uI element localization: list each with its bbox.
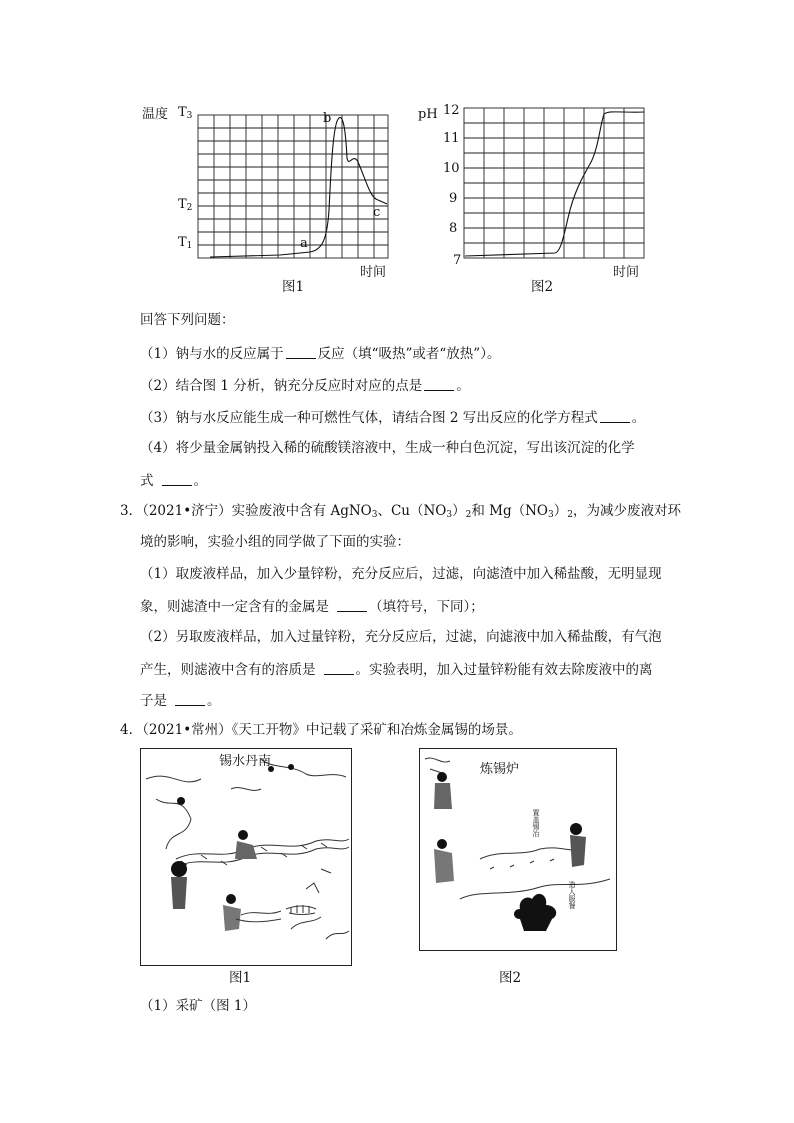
figure2-tick-7: 7 [453,253,462,268]
answer-blank[interactable] [600,410,630,423]
figure2-tick-11: 11 [443,131,460,146]
q2-sub4-line2: 式 。 [140,473,207,489]
figure2-ylabel: pH [418,107,438,122]
q2-sub4-line1: （4）将少量金属钠投入稀的硫酸镁溶液中，生成一种白色沉淀，写出该沉淀的化学 [140,440,635,456]
answer-blank[interactable] [162,473,192,486]
smelting-illustration-title: 炼锡炉 [480,762,520,777]
q3-line2: 境的影响，实验小组的同学做了下面的实验： [140,534,410,550]
figure2-xlabel: 时间 [613,265,640,280]
q3-sub2-line2: 产生，则滤液中含有的溶质是 。实验表明，加入过量锌粉能有效去除废液中的离 [140,662,653,678]
q3-line1: 3．（2021•济宁）实验废液中含有 AgNO$_3$、$Cu(NO_3)_2$和 $Mg(NO_3)_2$，为减少废液对环 [120,503,681,520]
q4-line1: 4．（2021•常州）《天工开物》中记载了采矿和冶炼金属锡的场景。 [120,722,522,738]
figure2-tick-9: 9 [449,191,458,206]
mining-illustration-title: 锡水丹南 [219,754,272,769]
temperature-curve [210,118,387,257]
answer-blank[interactable] [337,599,367,612]
q3-sub2-line1: （2）另取废液样品，加入过量锌粉，充分反应后，过滤，向滤液中加入稀盐酸，有气泡 [140,629,662,645]
q3-sub2-line3: 子是 。 [140,693,221,709]
q2-sub3: （3）钠与水反应能生成一种可燃性气体，请结合图 2 写出反应的化学方程式 。 [140,410,646,426]
figure1-xlabel: 时间 [360,265,387,280]
mining-sketch [141,749,351,965]
q2-sub2: （2）结合图 1 分析，钠充分反应时对应的点是 。 [140,378,470,394]
q3-sub1-line1: （1）取废液样品，加入少量锌粉，充分反应后，过滤，向滤渣中加入稀盐酸，无明显现 [140,566,662,582]
q3-number: 3． [120,503,143,519]
q4-number: 4． [120,722,143,738]
figure1-t2-label: $T_2$ [178,197,193,213]
figure1-caption: 图1 [282,279,305,295]
illustration2-caption: 图2 [499,970,522,986]
figure1-ylabel: 温度 [142,107,169,122]
q3-sub1-line2: 象，则滤渣中一定含有的金属是 （填符号，下同）； [140,599,484,615]
answer-blank[interactable] [286,346,316,359]
figure2-tick-12: 12 [443,103,460,118]
ph-curve [465,112,644,256]
q2-sub1: （1）钠与水的反应属于 反应（填“吸热”或者“放热”）。 [140,346,501,362]
answer-blank[interactable] [324,662,354,675]
mining-illustration [140,748,352,966]
answer-blank[interactable] [424,378,454,391]
figure2-ph-graph [460,100,650,270]
figure1-point-b: b [323,111,332,126]
illustration1-caption: 图1 [229,970,252,986]
figure2-tick-10: 10 [443,161,460,176]
figure1-t3-label: $T_3$ [178,105,193,121]
answer-blank[interactable] [175,693,205,706]
smelting-vertical-inscription-left: 置盖锡冶 [532,809,540,837]
q4-sub1: （1）采矿（图 1） [140,998,256,1014]
figure2-tick-8: 8 [449,221,458,236]
figure1-t1-label: $T_1$ [178,235,193,251]
smelting-sketch [420,749,616,950]
smelting-illustration [419,748,617,951]
figure1-point-a: a [300,236,308,251]
figure2-caption: 图2 [531,279,554,295]
figure1-point-c: c [373,205,381,220]
figure1-temperature-graph [130,100,400,290]
smelting-vertical-inscription-right: 造人服餐 [568,881,576,909]
q2-intro: 回答下列问题： [140,312,235,328]
